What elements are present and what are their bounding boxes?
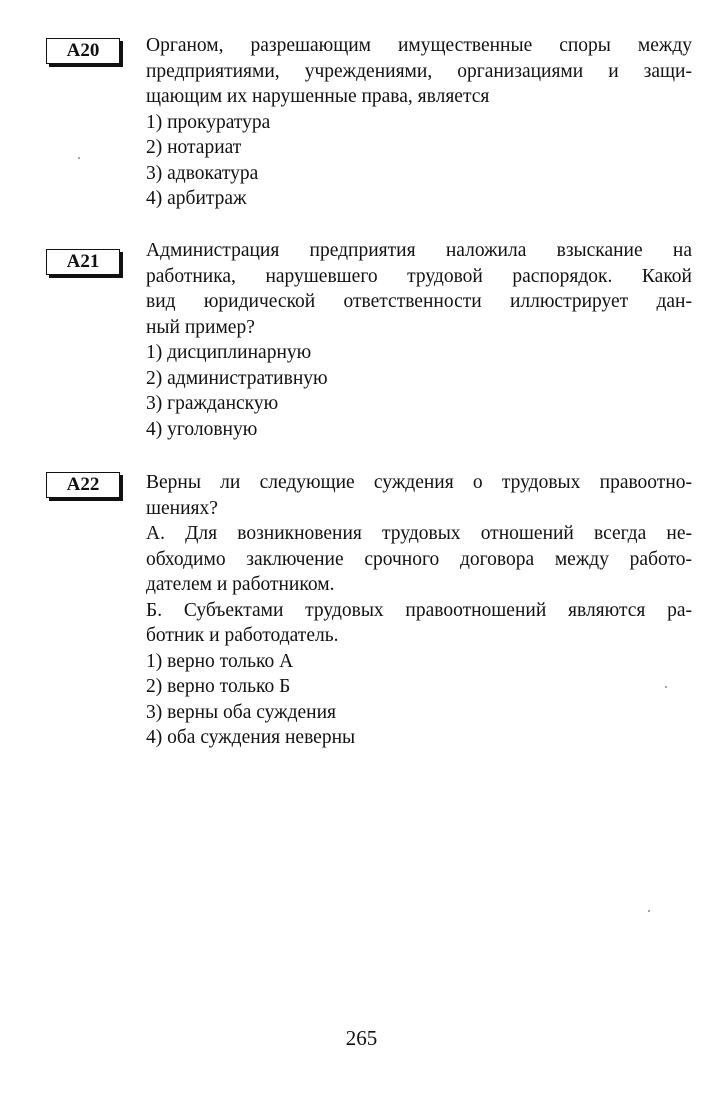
scan-speck [78, 157, 80, 159]
question-body [146, 470, 692, 751]
answer-option: 2) административную [146, 367, 328, 389]
scan-speck [665, 686, 667, 688]
question-number: A22 [66, 474, 100, 495]
answer-option: 4) уголовную [146, 418, 258, 440]
answer-option: 4) оба суждения неверны [146, 727, 356, 748]
stem-line: вид юридической ответственности иллюстрирует дан- [146, 291, 692, 312]
question-stem [146, 238, 692, 340]
statement-b [146, 598, 692, 649]
answer-option: 1) дисциплинарную [146, 342, 312, 363]
answer-option: 3) верны оба суждения [146, 701, 337, 723]
answer-option: 2) нотариат [146, 137, 242, 158]
question-body [146, 238, 692, 442]
stem-line: Органом, разрешающим имущественные споры между [146, 35, 692, 56]
stem-line: Администрация предприятия наложила взыскание на [146, 240, 692, 261]
statement-line: обходимо заключение срочного договора между работо- [146, 548, 692, 570]
statement-line: ботник и работодатель. [146, 625, 339, 646]
answer-options [146, 340, 692, 442]
answer-options [146, 110, 692, 212]
stem-line: щающим их нарушенные права, является [146, 86, 490, 107]
question-number: A21 [66, 251, 100, 272]
answer-option: 1) верно только А [146, 650, 294, 672]
answer-options [146, 649, 692, 751]
stem-line: предприятиями, учреждениями, организациями и защи- [146, 60, 692, 82]
answer-option: 2) верно только Б [146, 676, 291, 697]
question-number-box [46, 472, 120, 498]
answer-option: 4) арбитраж [146, 188, 247, 209]
stem-line: ный пример? [146, 316, 255, 338]
scan-speck [648, 910, 650, 912]
question-stem [146, 470, 692, 521]
question-number-box [46, 38, 120, 64]
question-stem [146, 33, 692, 110]
question-number: A20 [66, 40, 100, 61]
question-number-box [46, 249, 120, 275]
stem-line: шениях? [146, 497, 218, 519]
statement-line: Б. Субъектами трудовых правоотношений являются ра- [146, 599, 692, 621]
answer-option: 1) прокуратура [146, 111, 271, 133]
answer-option: 3) гражданскую [146, 393, 279, 414]
statement-a [146, 521, 692, 598]
stem-line: работника, нарушевшего трудовой распорядок. Какой [146, 265, 692, 287]
page-number: 265 [345, 1026, 378, 1050]
stem-line: Верны ли следующие суждения о трудовых правоотно- [146, 472, 692, 493]
statement-line: А. Для возникновения трудовых отношений всегда не- [146, 523, 692, 544]
answer-option: 3) адвокатура [146, 162, 259, 184]
statement-line: дателем и работником. [146, 574, 335, 595]
question-body [146, 33, 692, 212]
